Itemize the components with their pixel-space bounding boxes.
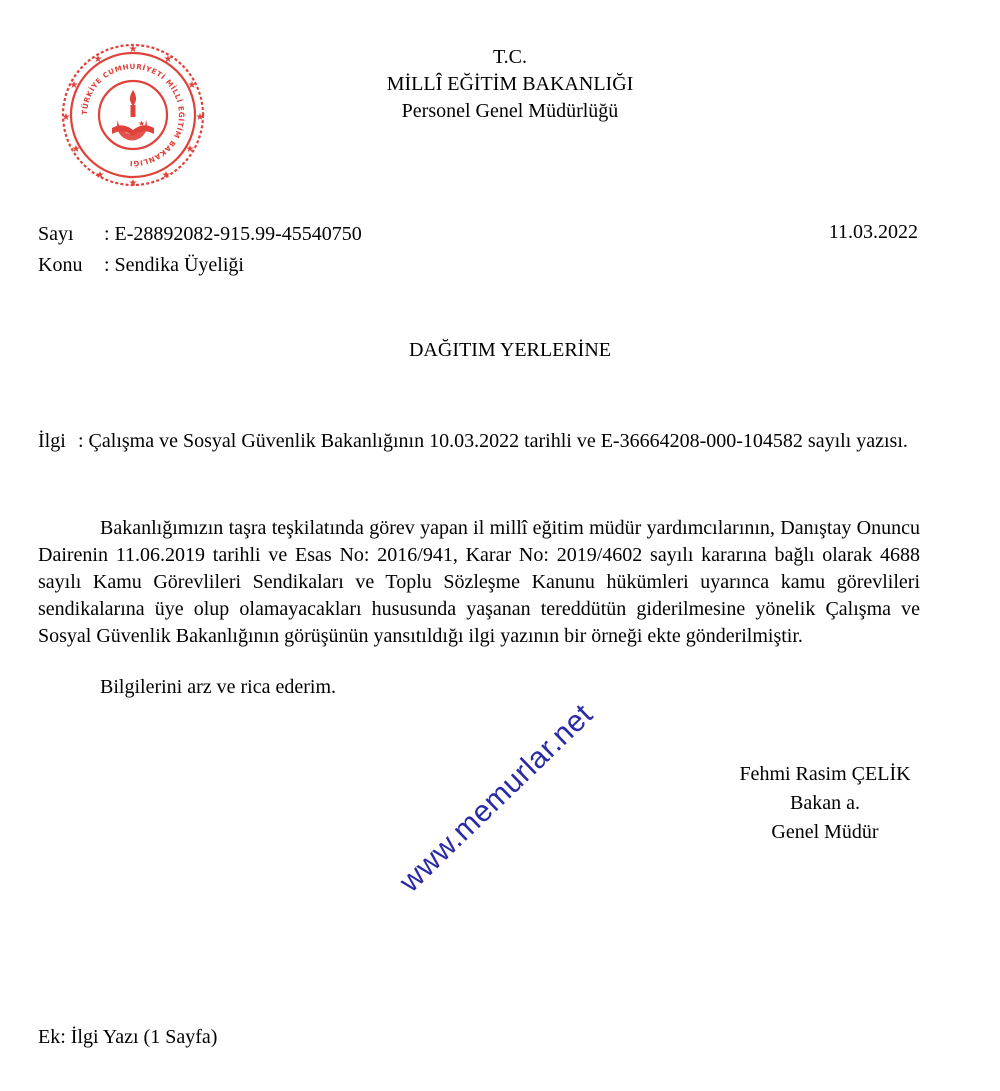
svg-text:★: ★ bbox=[128, 44, 138, 55]
ilgi-label: İlgi bbox=[38, 430, 66, 452]
signatory-title-2: Genel Müdür bbox=[771, 821, 879, 843]
header-ministry: MİLLÎ EĞİTİM BAKANLIĞI bbox=[386, 73, 634, 95]
sayi-line bbox=[38, 221, 362, 248]
sayi-value: : E-28892082-915.99-45540750 bbox=[104, 223, 362, 245]
svg-text:★: ★ bbox=[187, 80, 197, 91]
recipient-heading: DAĞITIM YERLERİNE bbox=[408, 339, 611, 361]
svg-text:★: ★ bbox=[185, 144, 195, 155]
ilgi-text: : Çalışma ve Sosyal Güvenlik Bakanlığının 10.03.2022 tarihli ve E-36664208-000-104582 sayılı yazısı. bbox=[78, 430, 908, 452]
svg-text:★: ★ bbox=[128, 178, 138, 189]
header-tc: T.C. bbox=[492, 46, 528, 68]
konu-line bbox=[38, 252, 244, 279]
document-date: 11.03.2022 bbox=[828, 221, 918, 243]
svg-text:★: ★ bbox=[93, 54, 103, 65]
svg-text:★: ★ bbox=[161, 170, 171, 181]
konu-value: : Sendika Üyeliği bbox=[104, 254, 244, 276]
signatory-title-1: Bakan a. bbox=[790, 792, 860, 814]
header-department: Personel Genel Müdürlüğü bbox=[401, 100, 619, 122]
sayi-label: Sayı bbox=[38, 223, 74, 245]
svg-text:★: ★ bbox=[138, 119, 146, 128]
watermark: www.memurlar.net bbox=[393, 697, 600, 899]
svg-text:★: ★ bbox=[95, 170, 105, 181]
letterhead bbox=[340, 44, 680, 125]
svg-text:★: ★ bbox=[163, 54, 173, 65]
body-paragraph: Bakanlığımızın taşra teşkilatında görev yapan il millî eğitim müdür yardımcılarının, Danıştay Onuncu Dairenin 11.06.2019 tarihli ve Esas No: 2016/941, Karar No: 2019/4602 sayılı kararına bağlı olarak 4688 sayılı Kamu Görevlileri Sendikaları ve Toplu Sözleşme Kanunu hükümleri uyarınca kamu görevlileri sendikalarına üye olup olamayacakları hususunda yaşanan tereddütün giderilmesine yönelik Çalışma ve Sosyal Güvenlik Bakanlığının görüşünün yansıtıldığı ilgi yazının bir örneği ekte gönderilmiştir. bbox=[38, 517, 920, 647]
closing-line: Bilgilerini arz ve rica ederim. bbox=[100, 676, 337, 698]
ministry-seal-logo bbox=[58, 40, 208, 190]
signature-block bbox=[700, 760, 950, 847]
svg-text:TÜRKİYE CUMHURİYETİ MİLLÎ EĞİT: TÜRKİYE CUMHURİYETİ MİLLÎ EĞİTİM BAKANLIĞI bbox=[79, 61, 187, 169]
ilgi-section bbox=[38, 428, 920, 455]
signatory-name: Fehmi Rasim ÇELİK bbox=[739, 763, 911, 785]
svg-text:★: ★ bbox=[195, 112, 205, 123]
svg-text:★: ★ bbox=[61, 112, 71, 123]
attachment-note: Ek: İlgi Yazı (1 Sayfa) bbox=[38, 1026, 218, 1048]
svg-text:★: ★ bbox=[69, 80, 79, 91]
konu-label: Konu bbox=[38, 254, 83, 276]
svg-text:★: ★ bbox=[71, 144, 81, 155]
